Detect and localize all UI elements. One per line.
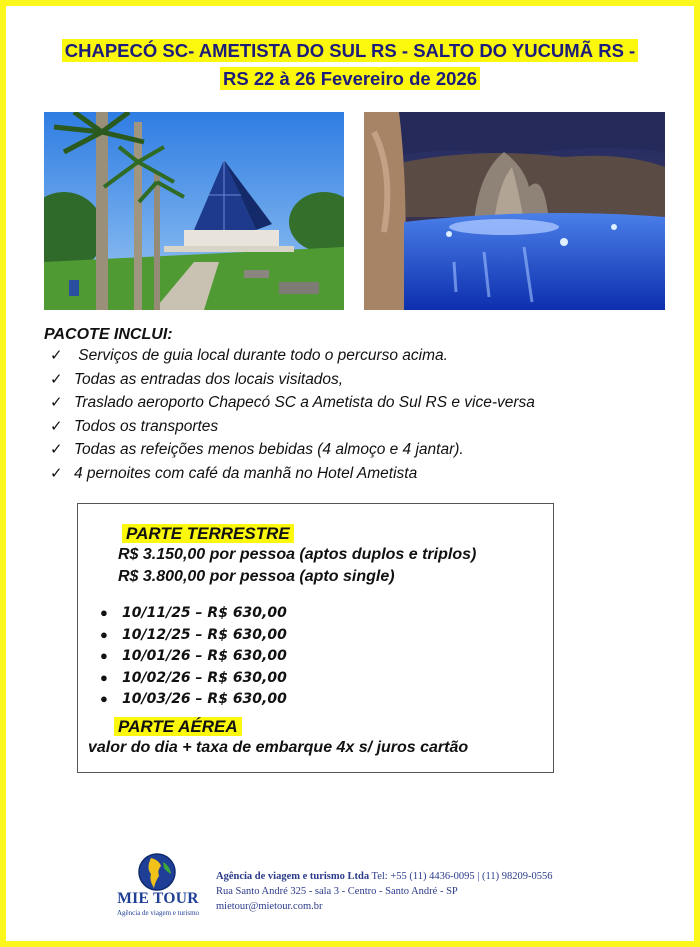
installment-text: 10/11/25 – R$ 630,00	[122, 605, 287, 621]
price-double: R$ 3.150,00 por pessoa (aptos duplos e triplos)	[118, 546, 477, 563]
installments-list	[100, 602, 287, 710]
bullet-icon: ●	[100, 648, 108, 663]
parte-aerea-label: PARTE AÉREA	[114, 717, 242, 736]
list-item	[50, 415, 535, 439]
include-text: Traslado aeroporto Chapecó SC a Ametista do Sul RS e vice-versa	[74, 394, 535, 411]
list-item	[100, 624, 287, 646]
check-icon: ✓	[50, 370, 63, 388]
contact-address: Rua Santo André 325 - sala 3 - Centro - Santo André - SP	[216, 886, 458, 897]
parte-aerea-title	[114, 717, 242, 737]
check-icon: ✓	[50, 417, 63, 435]
parte-aerea-text: valor do dia + taxa de embarque 4x s/ juros cartão	[88, 739, 469, 756]
cave-pool-photo	[364, 112, 665, 310]
logo-subtitle: Agência de viagem e turismo	[116, 909, 200, 917]
installment-text: 10/03/26 – R$ 630,00	[122, 691, 287, 707]
list-item	[100, 667, 287, 689]
list-item	[100, 645, 287, 667]
includes-list	[50, 344, 535, 485]
list-item	[50, 438, 535, 462]
list-item	[50, 462, 535, 486]
include-text: Serviços de guia local durante todo o percurso acima.	[74, 347, 448, 364]
contact-line-company	[216, 871, 552, 882]
bullet-icon: ●	[100, 691, 108, 706]
check-icon: ✓	[50, 441, 63, 458]
title-line-2-text: RS 22 à 26 Fevereiro de 2026	[220, 67, 480, 90]
include-text: Todas as refeições menos bebidas (4 almoço e 4 jantar).	[74, 441, 464, 458]
bullet-icon: ●	[100, 605, 108, 620]
list-item	[100, 688, 287, 710]
logo-name: MIE TOUR	[117, 890, 199, 907]
list-item	[50, 368, 535, 392]
check-icon: ✓	[50, 347, 63, 364]
installment-text: 10/12/25 – R$ 630,00	[122, 626, 287, 643]
check-icon: ✓	[50, 394, 63, 411]
check-icon: ✓	[50, 464, 63, 482]
installment-text: 10/02/26 – R$ 630,00	[122, 669, 287, 686]
includes-title: PACOTE INCLUI:	[44, 326, 173, 343]
bullet-icon: ●	[100, 669, 108, 685]
phone-numbers: Tel: +55 (11) 4436-0095 | (11) 98209-0556	[371, 871, 553, 882]
parte-terrestre-title	[122, 524, 294, 544]
list-item	[100, 602, 287, 624]
parte-terrestre-label: PARTE TERRESTRE	[122, 524, 294, 543]
company-name: Agência de viagem e turismo Ltda	[216, 871, 370, 882]
list-item	[50, 344, 535, 368]
bullet-icon: ●	[100, 626, 108, 642]
include-text: Todos os transportes	[74, 417, 219, 435]
installment-text: 10/01/26 – R$ 630,00	[122, 648, 287, 664]
mie-tour-logo	[110, 852, 206, 922]
title-line-1-text: CHAPECÓ SC- AMETISTA DO SUL RS - SALTO DO YUCUMÃ RS -	[62, 39, 638, 62]
price-single: R$ 3.800,00 por pessoa (apto single)	[118, 568, 395, 585]
include-text: Todas as entradas dos locais visitados,	[74, 370, 344, 388]
title-line-1	[0, 40, 700, 62]
list-item	[50, 391, 535, 415]
include-text: 4 pernoites com café da manhã no Hotel Ametista	[74, 464, 418, 482]
pyramid-photo	[44, 112, 344, 310]
title-line-2	[0, 68, 700, 90]
globe-icon	[137, 852, 177, 892]
contact-email: mietour@mietour.com.br	[216, 901, 323, 912]
